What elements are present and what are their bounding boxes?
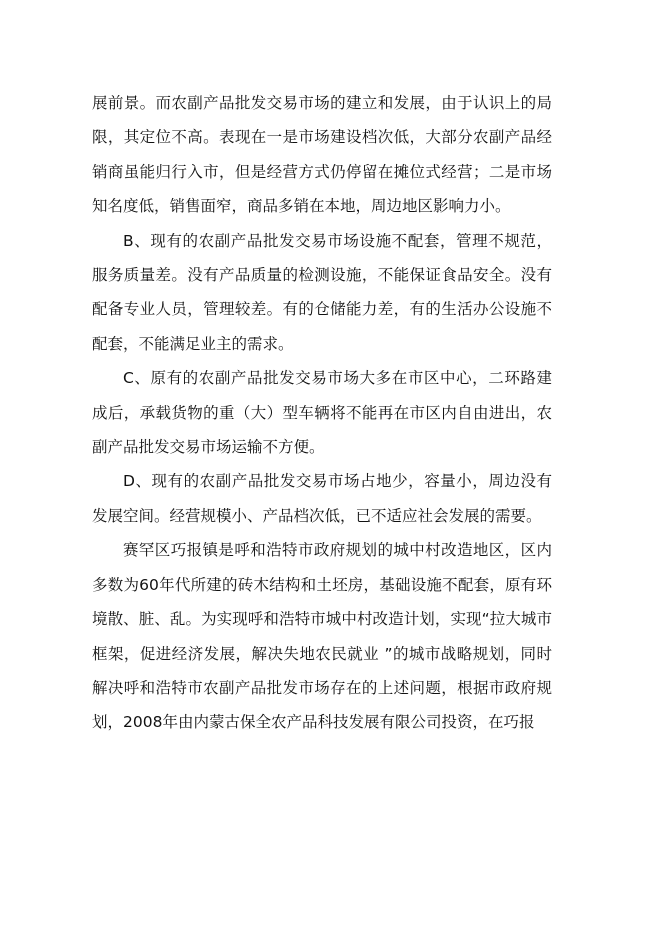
paragraph-continuation: 展前景。而农副产品批发交易市场的建立和发展，由于认识上的局限，其定位不高。表现在一是市场建设档次低，大部分农副产品经销商虽能归行入市，但是经营方式仍停留在摊位式经营；二是市场知名度低，销售面窄，商品多销在本地，周边地区影响力小。 — [92, 94, 552, 216]
paragraph-background: 赛罕区巧报镇是呼和浩特市政府规划的城中村改造地区，区内多数为60年代所建的砖木结构和土坯房，基础设施不配套，原有环境散、脏、乱。为实现呼和浩特市城中村改造计划，实现“拉大城市框架，促进经济发展，解决失地农民就业 ”的城市战略规划，同时解决呼和浩特市农副产品批发市场存在的上述问题，根据市政府规划，2008年由内蒙古保全农产品科技发展有限公司投资，在巧报 — [92, 541, 552, 732]
paragraph-item-c: C、原有的农副产品批发交易市场大多在市区中心，二环路建成后，承载货物的重（大）型车辆将不能再在市区内自由进出，农副产品批发交易市场运输不方便。 — [92, 369, 552, 457]
paragraph-item-b: B、现有的农副产品批发交易市场设施不配套，管理不规范，服务质量差。没有产品质量的检测设施，不能保证食品安全。没有配备专业人员，管理较差。有的仓储能力差，有的生活办公设施不配套，不能满足业主的需求。 — [92, 231, 552, 353]
body-text — [92, 86, 552, 740]
paragraph-item-d: D、现有的农副产品批发交易市场占地少，容量小，周边没有发展空间。经营规模小、产品档次低，已不适应社会发展的需要。 — [92, 472, 552, 525]
